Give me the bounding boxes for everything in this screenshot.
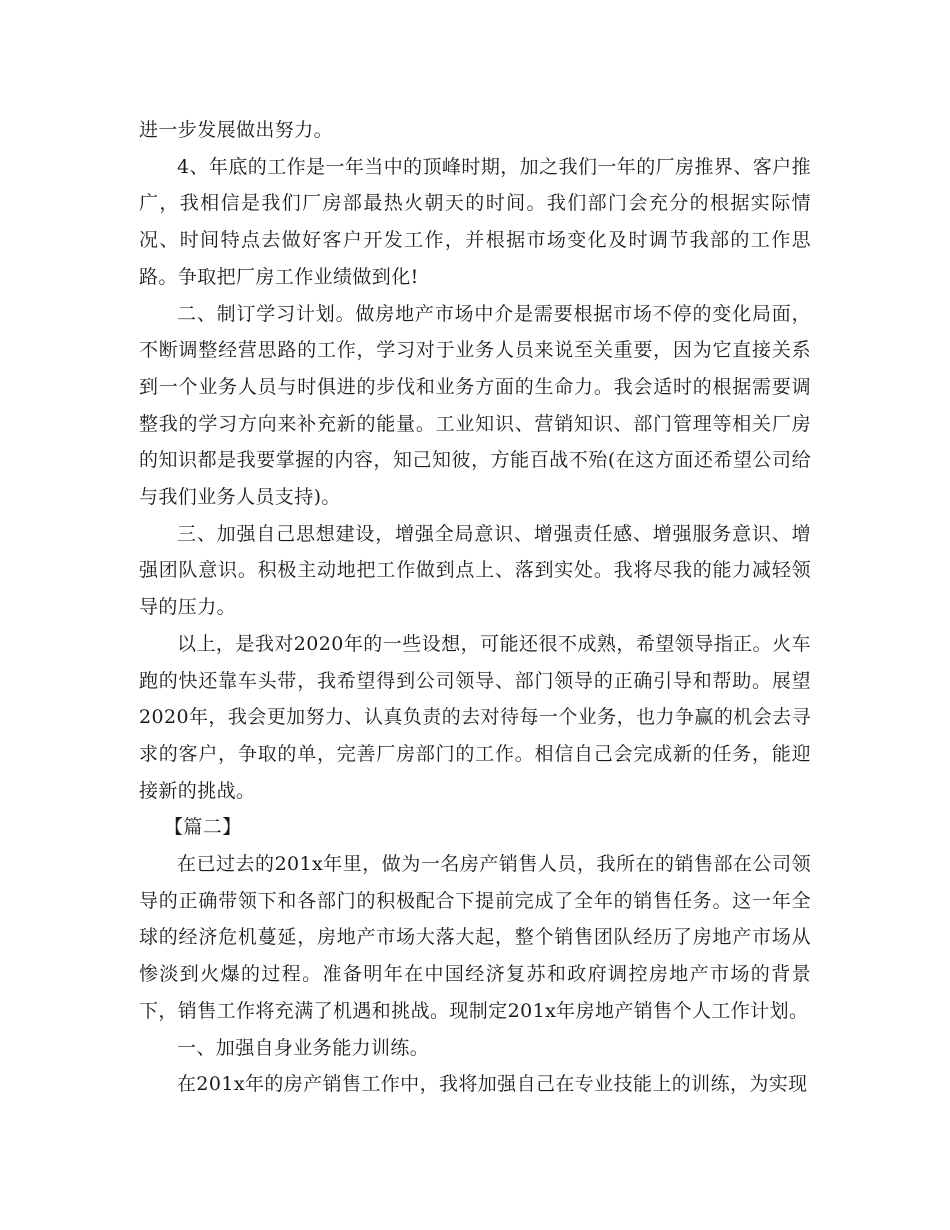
paragraph-thought-building: 三、加强自己思想建设，增强全局意识、增强责任感、增强服务意识、增强团队意识。积极主动地把工作做到点上、落到实处。我将尽我的能力减轻领导的压力。 — [139, 522, 811, 619]
paragraph-study-plan: 二、制订学习计划。做房地产市场中介是需要根据市场不停的变化局面，不断调整经营思路的工作，学习对于业务人员来说至关重要，因为它直接关系到一个业务人员与时俱进的步伐和业务方面的生命力。我会适时的根据需要调整我的学习方向来补充新的能量。工业知识、营销知识、部门管理等相关厂房的知识都是我要掌握的内容，知己知彼，方能百战不殆(在这方面还希望公司给与我们业务人员支持)。 — [139, 302, 811, 509]
paragraph-summary: 以上，是我对2020年的一些设想，可能还很不成熟，希望领导指正。火车跑的快还靠车头带，我希望得到公司领导、部门领导的正确引导和帮助。展望2020年，我会更加努力、认真负责的去对待每一个业务，也力争赢的机会去寻求的客户，争取的单，完善厂房部门的工作。相信自己会完成新的任务，能迎接新的挑战。 — [139, 632, 811, 802]
paragraph-item-4: 4、年底的工作是一年当中的顶峰时期，加之我们一年的厂房推界、客户推广，我相信是我们厂房部最热火朝天的时间。我们部门会充分的根据实际情况、时间特点去做好客户开发工作，并根据市场变化及时调节我部的工作思路。争取把厂房工作业绩做到化! — [139, 155, 811, 288]
paragraph-continuation: 进一步发展做出努力。 — [139, 119, 334, 141]
paragraph-part-two-item-1-body: 在201x年的房产销售工作中，我将加强自己在专业技能上的训练，为实现 — [177, 1073, 808, 1096]
section-heading-part-two: 【篇二】 — [164, 816, 242, 839]
paragraph-part-two-item-1: 一、加强自身业务能力训练。 — [177, 1036, 430, 1059]
document-body — [139, 112, 811, 1103]
paragraph-part-two-intro: 在已过去的201x年里，做为一名房产销售人员，我所在的销售部在公司领导的正确带领下和各部门的积极配合下提前完成了全年的销售任务。这一年全球的经济危机蔓延，房地产市场大落大起，整个销售团队经历了房地产市场从惨淡到火爆的过程。准备明年在中国经济复苏和政府调控房地产市场的背景下，销售工作将充满了机遇和挑战。现制定201x年房地产销售个人工作计划。 — [139, 853, 811, 1022]
